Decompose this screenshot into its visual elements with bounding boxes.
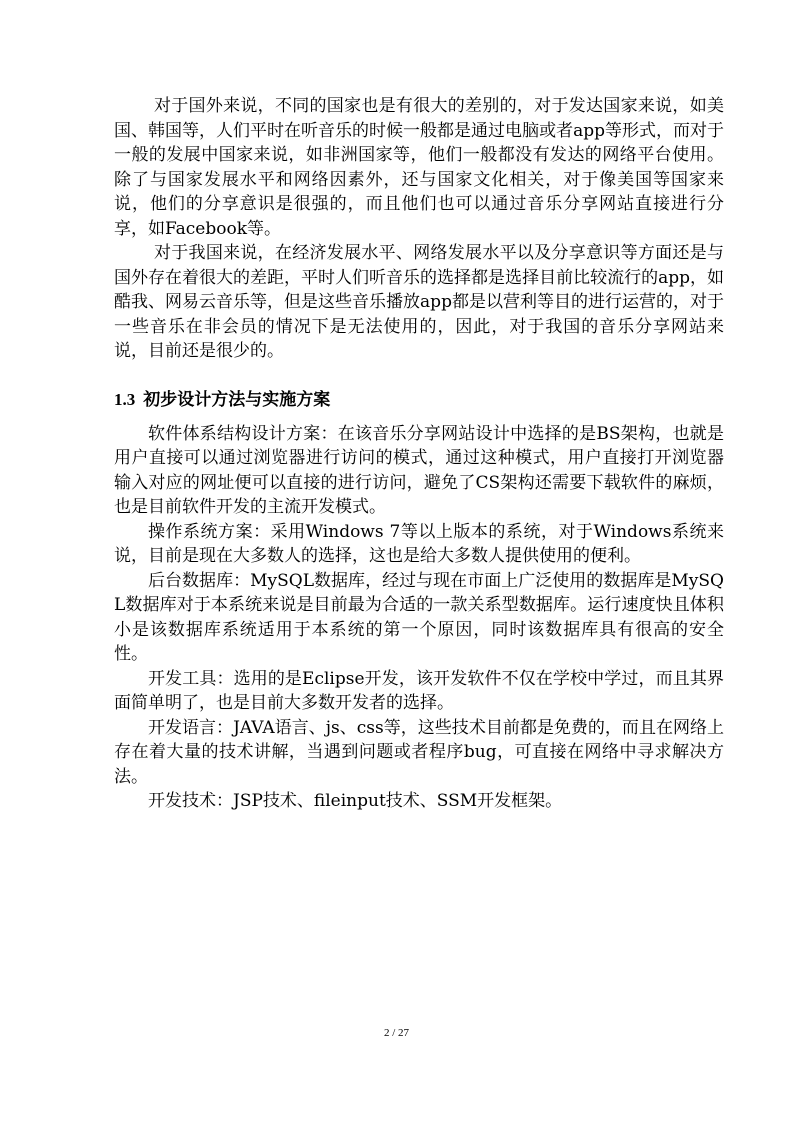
page-number: 2 / 27 — [383, 1027, 410, 1039]
paragraph-dev-tool: 开发工具：选用的是Eclipse开发，该开发软件不仅在学校中学过，而且其界面简单明了，也是目前大多数开发者的选择。 — [114, 668, 724, 713]
paragraph-dev-language: 开发语言：JAVA语言、js、css等，这些技术目前都是免费的，而且在网络上存在着大量的技术讲解，当遇到问题或者程序bug，可直接在网络中寻求解决方法。 — [114, 717, 724, 787]
intro-paragraph-foreign: 对于国外来说，不同的国家也是有很大的差别的，对于发达国家来说，如美国、韩国等，人们平时在听音乐的时候一般都是通过电脑或者app等形式，而对于一般的发展中国家来说，如非洲国家等，他们一般都没有发达的网络平台使用。除了与国家发展水平和网络因素外，还与国家文化相关，对于像美国等国家来说，他们的分享意识是很强的，而且他们也可以通过音乐分享网站直接进行分享，如Facebook等。 — [114, 96, 724, 239]
section-title-text: 初步设计方法与实施方案 — [143, 389, 331, 410]
paragraph-architecture: 软件体系结构设计方案：在该音乐分享网站设计中选择的是BS架构，也就是用户直接可以通过浏览器进行访问的模式，通过这种模式，用户直接打开浏览器输入对应的网址便可以直接的进行访问，避免了CS架构还需要下载软件的麻烦，也是目前软件开发的主流开发模式。 — [114, 423, 724, 517]
paragraph-os: 操作系统方案：采用Windows 7等以上版本的系统，对于Windows系统来说，目前是现在大多数人的选择，这也是给大多数人提供使用的便利。 — [114, 521, 724, 566]
paragraph-dev-tech: 开发技术：JSP技术、fileinput技术、SSM开发框架。 — [148, 791, 563, 811]
intro-paragraph-domestic: 对于我国来说，在经济发展水平、网络发展水平以及分享意识等方面还是与国外存在着很大的差距，平时人们听音乐的选择都是选择目前比较流行的app，如酷我、网易云音乐等，但是这些音乐播放app都是以营利等目的进行运营的，对于一些音乐在非会员的情况下是无法使用的，因此，对于我国的音乐分享网站来说，目前还是很少的。 — [114, 243, 724, 361]
paragraph-database: 后台数据库：MySQL数据库，经过与现在市面上广泛使用的数据库是MySQL数据库对于本系统来说是目前最为合适的一款关系型数据库。运行速度快且体积小是该数据库系统适用于本系统的第一个原因，同时该数据库具有很高的安全性。 — [114, 570, 724, 664]
page-content — [114, 94, 724, 814]
section-number: 1.3 — [114, 389, 136, 409]
section-heading — [114, 388, 724, 412]
